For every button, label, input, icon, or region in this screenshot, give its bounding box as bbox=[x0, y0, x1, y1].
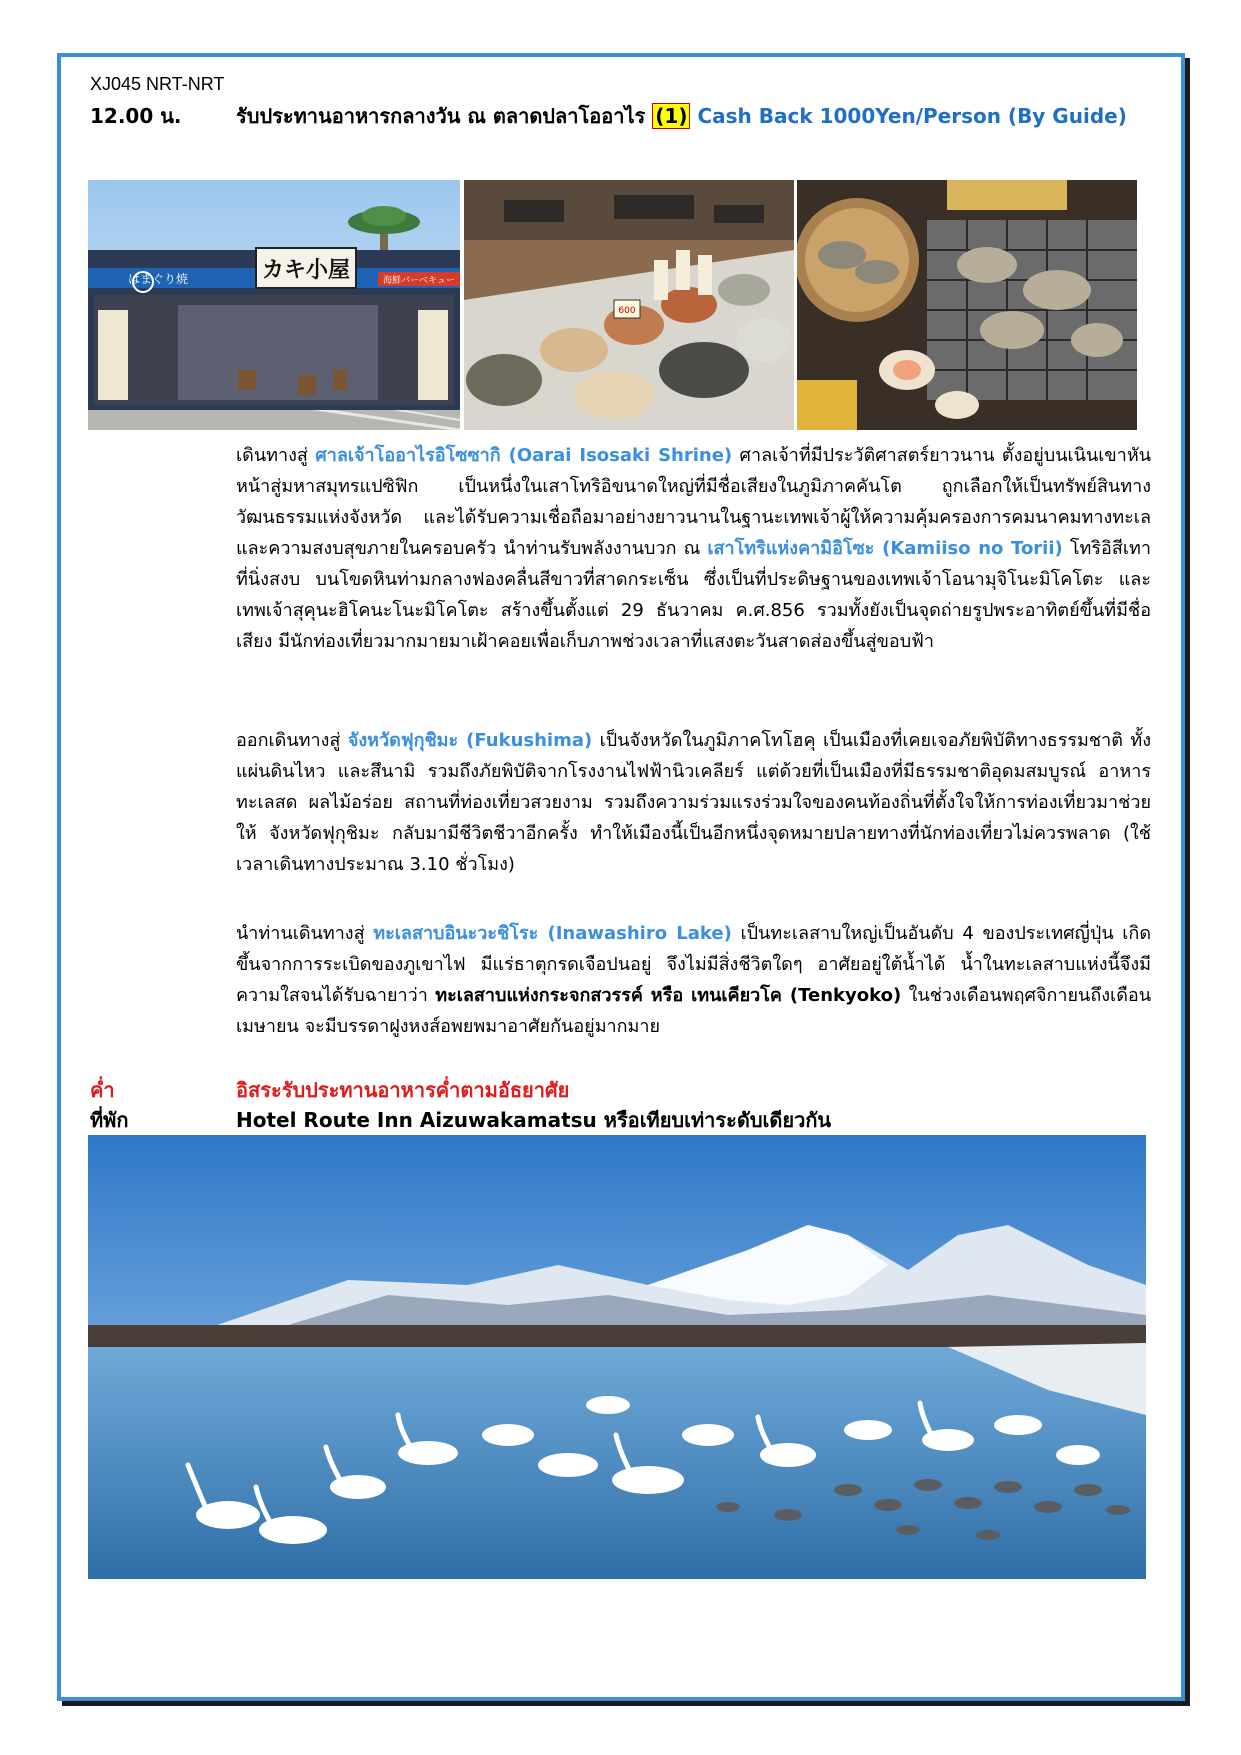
lunch-time: 12.00 น. bbox=[90, 104, 182, 128]
fukushima-name: จังหวัดฟุกุชิมะ (Fukushima) bbox=[347, 730, 593, 751]
lake-name: ทะเลสาบอินะวะชิโระ (Inawashiro Lake) bbox=[373, 923, 732, 944]
seafood-market-photo bbox=[464, 180, 794, 430]
shop-side-text: 海鮮バーベキュー bbox=[382, 276, 456, 286]
p3-pre: นำท่านเดินทางสู่ bbox=[236, 923, 374, 944]
inawashiro-lake-swans-photo bbox=[88, 1135, 1146, 1579]
hotel-name: Hotel Route Inn Aizuwakamatsu bbox=[236, 1108, 597, 1132]
lake-paragraph bbox=[236, 918, 1151, 1042]
shop-banner-text: はまぐり焼 bbox=[127, 272, 189, 286]
lake-nickname: ทะเลสาบแห่งกระจกสวรรค์ หรือ เทนเคียวโค (Tenkyoko) bbox=[435, 985, 902, 1006]
dinner-text: อิสระรับประทานอาหารค่ำตามอัธยาศัย bbox=[236, 1078, 570, 1102]
p2-pre: ออกเดินทางสู่ bbox=[236, 730, 348, 751]
p1-mid: ศาลเจ้าที่มีประวัติศาสตร์ยาวนาน ตั้งอยู่บนเนินเขาหันหน้าสู่มหาสมุทรแปซิฟิก เป็นหนึ่งในเสาโทริอิขนาดใหญ่ที่มีชื่อเสียงในภูมิภาคคันโต ถูกเลือกให้เป็นทรัพย์สินทางวัฒนธรรมแห่งจังหวัด และได้รับความเชื่อถือมาอย่างยาวนานในฐานะเทพเจ้าผู้ให้ความคุ้มครองการคมนาคมทางทะเล และความสงบสุขภายในครอบครัว นำท่านรับพลังงานบวก ณ bbox=[236, 445, 1151, 559]
p1-pre: เดินทางสู่ bbox=[236, 445, 316, 466]
shrine-paragraph bbox=[236, 440, 1151, 657]
p3-post: ในช่วงเดือนพฤศจิกายนถึงเดือนเมษายน จะมีบรรดาฝูงหงส์อพยพมาอาศัยกันอยู่มากมาย bbox=[236, 985, 1152, 1037]
hotel-label: ที่พัก bbox=[90, 1108, 129, 1132]
tour-code: XJ045 NRT-NRT bbox=[90, 74, 225, 94]
shrine-name: ศาลเจ้าโออาไรอิโซซากิ (Oarai Isosaki Shrine) bbox=[315, 445, 733, 466]
hotel-line bbox=[236, 1104, 831, 1136]
lunch-headline bbox=[236, 100, 1156, 132]
p3-mid: เป็นทะเลสาบใหญ่เป็นอันดับ 4 ของประเทศญี่ปุ่น เกิดขึ้นจากการระเบิดของภูเขาไฟ มีแร่ธาตุกรดเจือปนอยู่ จึงไม่มีสิ่งชีวิตใดๆ อาศัยอยู่ใต้น้ำได้ น้ำในทะเลสาบแห่งนี้จึงมีความใสจนได้รับฉายาว่า bbox=[236, 923, 1152, 1006]
p2-post: เป็นจังหวัดในภูมิภาคโทโฮคุ เป็นเมืองที่เคยเจอภัยพิบัติทางธรรมชาติ ทั้งแผ่นดินไหว และสึนามิ รวมถึงภัยพิบัติจากโรงงานไฟฟ้านิวเคลียร์ แต่ด้วยที่เป็นเมืองที่มีธรรมชาติอุดมสมบูรณ์ อาหารทะเลสด ผลไม้อร่อย สถานที่ท่องเที่ยวสวยงาม รวมถึงความร่วมแรงร่วมใจของคนท้องถิ่นที่ตั้งใจให้การท่องเที่ยวมาช่วยให้ จังหวัดฟุกุชิมะ กลับมามีชีวิตชีวาอีกครั้ง ทำให้เมืองนี้เป็นอีกหนึ่งจุดหมายปลายทางที่นักท่องเที่ยวไม่ควรพลาด (ใช้เวลาเดินทางประมาณ 3.10 ชั่วโมง) bbox=[236, 730, 1151, 875]
lunch-text: รับประทานอาหารกลางวัน ณ ตลาดปลาโออาไร bbox=[236, 104, 646, 128]
shop-sign-text: カキ小屋 bbox=[261, 258, 351, 283]
p1-post: โทริอิสีเทาที่นิ่งสงบ บนโขดหินท่ามกลางฟองคลื่นสีขาวที่สาดกระเซ็น ซึ่งเป็นที่ประดิษฐานของเทพเจ้าโอนามุจิโนะมิโคโตะ และเทพเจ้าสุคุนะฮิโคนะโนะมิโคโตะ สร้างขึ้นตั้งแต่ 29 ธันวาคม ค.ศ.856 รวมทั้งยังเป็นจุดถ่ายรูปพระอาทิตย์ขึ้นที่มีชื่อเสียง มีนักท่องเที่ยวมากมายมาเฝ้าคอยเพื่อเก็บภาพช่วงเวลาที่แสงตะวันสาดส่องขึ้นสู่ขอบฟ้า bbox=[236, 538, 1151, 652]
cashback-text: Cash Back 1000Yen/Person (By Guide) bbox=[697, 104, 1127, 128]
price-tag-text: 600 bbox=[618, 306, 636, 316]
hotel-note: หรือเทียบเท่าระดับเดียวกัน bbox=[596, 1108, 832, 1132]
grilled-oysters-photo bbox=[797, 180, 1137, 430]
torii-name: เสาโทริแห่งคามิอิโซะ (Kamiiso no Torii) bbox=[707, 538, 1063, 559]
dinner-label: ค่ำ bbox=[90, 1078, 115, 1102]
fukushima-paragraph bbox=[236, 725, 1151, 880]
restaurant-storefront-photo bbox=[88, 180, 460, 430]
meal-badge: (1) bbox=[652, 103, 690, 129]
